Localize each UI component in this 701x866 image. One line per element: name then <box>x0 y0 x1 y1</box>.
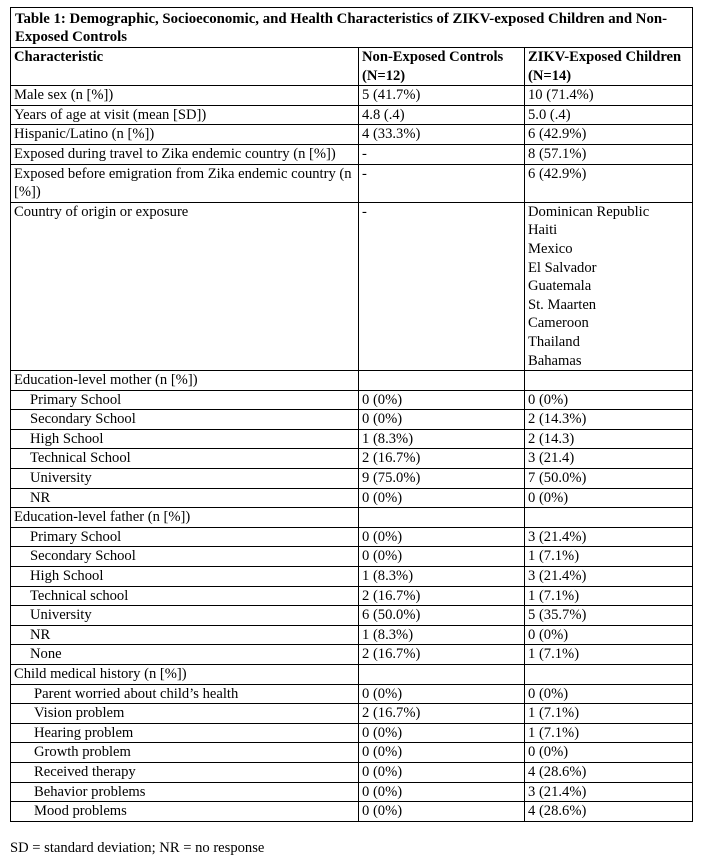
zikv-value: 5.0 (.4) <box>525 105 693 125</box>
table-row <box>11 782 693 802</box>
zikv-value: 0 (0%) <box>525 625 693 645</box>
control-value: 2 (16.7%) <box>359 449 525 469</box>
table-row <box>11 202 693 370</box>
control-value: 0 (0%) <box>359 410 525 430</box>
control-value: 6 (50.0%) <box>359 606 525 626</box>
table-row <box>11 567 693 587</box>
section-mother-label: Education-level mother (n [%]) <box>11 371 359 391</box>
zikv-value: 1 (7.1%) <box>525 645 693 665</box>
control-value: 0 (0%) <box>359 390 525 410</box>
header-zikv-exposed: ZIKV-Exposed Children (N=14) <box>525 48 693 86</box>
control-value: 2 (16.7%) <box>359 704 525 724</box>
zikv-value: 1 (7.1%) <box>525 723 693 743</box>
zikv-value: 8 (57.1%) <box>525 144 693 164</box>
country-item: Bahamas <box>528 352 582 369</box>
zikv-value: 0 (0%) <box>525 743 693 763</box>
control-value: 0 (0%) <box>359 762 525 782</box>
table-row <box>11 645 693 665</box>
section-header-row <box>11 665 693 685</box>
country-item: Thailand <box>528 333 580 350</box>
section-header-row <box>11 371 693 391</box>
zikv-value: 3 (21.4%) <box>525 782 693 802</box>
table-row <box>11 410 693 430</box>
control-value: 2 (16.7%) <box>359 645 525 665</box>
table-caption: Table 1: Demographic, Socioeconomic, and Health Characteristics of ZIKV-exposed Children and Non-Exposed Controls <box>11 8 693 48</box>
table-caption-row <box>11 8 693 48</box>
row-label: Parent worried about child’s health <box>11 684 359 704</box>
row-label: High School <box>11 567 359 587</box>
table-footnote: SD = standard deviation; NR = no response <box>10 840 265 856</box>
control-value: - <box>359 144 525 164</box>
row-label: High School <box>11 429 359 449</box>
table-row <box>11 684 693 704</box>
zikv-value: 1 (7.1%) <box>525 547 693 567</box>
country-item: El Salvador <box>528 259 597 276</box>
zikv-value: 3 (21.4) <box>525 449 693 469</box>
table-row <box>11 802 693 822</box>
row-label: NR <box>11 625 359 645</box>
table-row <box>11 723 693 743</box>
header-row <box>11 48 693 86</box>
table-row <box>11 762 693 782</box>
section-medical-label: Child medical history (n [%]) <box>11 665 359 685</box>
zikv-value: 0 (0%) <box>525 684 693 704</box>
control-value: 9 (75.0%) <box>359 469 525 489</box>
row-label: Behavior problems <box>11 782 359 802</box>
row-label: Exposed before emigration from Zika endemic country (n [%]) <box>11 164 359 202</box>
zikv-value: 1 (7.1%) <box>525 586 693 606</box>
country-item: Dominican Republic <box>528 203 650 220</box>
zikv-value: 2 (14.3) <box>525 429 693 449</box>
table-row <box>11 469 693 489</box>
row-label: Male sex (n [%]) <box>11 86 359 106</box>
section-father-label: Education-level father (n [%]) <box>11 508 359 528</box>
table-row <box>11 86 693 106</box>
control-value: 0 (0%) <box>359 488 525 508</box>
control-value: 0 (0%) <box>359 782 525 802</box>
header-characteristic: Characteristic <box>11 48 359 86</box>
control-value: 5 (41.7%) <box>359 86 525 106</box>
row-label: Growth problem <box>11 743 359 763</box>
zikv-value: 6 (42.9%) <box>525 164 693 202</box>
control-value: 1 (8.3%) <box>359 429 525 449</box>
control-value: 0 (0%) <box>359 802 525 822</box>
header-non-exposed: Non-Exposed Controls (N=12) <box>359 48 525 86</box>
row-label: Primary School <box>11 390 359 410</box>
table-row <box>11 105 693 125</box>
row-label: Received therapy <box>11 762 359 782</box>
row-label: Hearing problem <box>11 723 359 743</box>
table-row <box>11 125 693 145</box>
country-item: Mexico <box>528 240 573 257</box>
row-label: Technical School <box>11 449 359 469</box>
table-row <box>11 527 693 547</box>
row-label: Hispanic/Latino (n [%]) <box>11 125 359 145</box>
table-row <box>11 625 693 645</box>
control-value: 0 (0%) <box>359 547 525 567</box>
control-value: - <box>359 164 525 202</box>
table-row <box>11 547 693 567</box>
row-label: Technical school <box>11 586 359 606</box>
country-item: Haiti <box>528 222 558 239</box>
control-value: 1 (8.3%) <box>359 567 525 587</box>
zikv-value: 10 (71.4%) <box>525 86 693 106</box>
zikv-value: 3 (21.4%) <box>525 527 693 547</box>
table-row <box>11 606 693 626</box>
row-label: Secondary School <box>11 547 359 567</box>
row-label: Secondary School <box>11 410 359 430</box>
zikv-value: 0 (0%) <box>525 488 693 508</box>
section-header-row <box>11 508 693 528</box>
row-label: University <box>11 469 359 489</box>
zikv-value: 4 (28.6%) <box>525 762 693 782</box>
row-label: Mood problems <box>11 802 359 822</box>
control-value: 0 (0%) <box>359 723 525 743</box>
characteristics-table <box>10 7 693 822</box>
row-label: NR <box>11 488 359 508</box>
table-row <box>11 743 693 763</box>
control-value: 0 (0%) <box>359 743 525 763</box>
zikv-value: 4 (28.6%) <box>525 802 693 822</box>
control-value: 4 (33.3%) <box>359 125 525 145</box>
control-value: - <box>359 202 525 370</box>
table-row <box>11 164 693 202</box>
table-row <box>11 390 693 410</box>
row-label: Country of origin or exposure <box>11 202 359 370</box>
zikv-value: 2 (14.3%) <box>525 410 693 430</box>
zikv-value: 1 (7.1%) <box>525 704 693 724</box>
zikv-value: 7 (50.0%) <box>525 469 693 489</box>
table-row <box>11 449 693 469</box>
table-row <box>11 429 693 449</box>
control-value: 0 (0%) <box>359 684 525 704</box>
row-label: Years of age at visit (mean [SD]) <box>11 105 359 125</box>
zikv-value: 0 (0%) <box>525 390 693 410</box>
control-value: 0 (0%) <box>359 527 525 547</box>
row-label: Primary School <box>11 527 359 547</box>
row-label: Vision problem <box>11 704 359 724</box>
control-value: 1 (8.3%) <box>359 625 525 645</box>
table-row <box>11 586 693 606</box>
zikv-value: 6 (42.9%) <box>525 125 693 145</box>
row-label: Exposed during travel to Zika endemic country (n [%]) <box>11 144 359 164</box>
control-value: 4.8 (.4) <box>359 105 525 125</box>
table-row <box>11 144 693 164</box>
zikv-value: 3 (21.4%) <box>525 567 693 587</box>
country-item: St. Maarten <box>528 296 597 313</box>
country-item: Cameroon <box>528 315 589 332</box>
row-label: University <box>11 606 359 626</box>
row-label: None <box>11 645 359 665</box>
table-row <box>11 704 693 724</box>
control-value: 2 (16.7%) <box>359 586 525 606</box>
table-row <box>11 488 693 508</box>
country-list <box>525 202 693 370</box>
country-item: Guatemala <box>528 278 592 295</box>
zikv-value: 5 (35.7%) <box>525 606 693 626</box>
